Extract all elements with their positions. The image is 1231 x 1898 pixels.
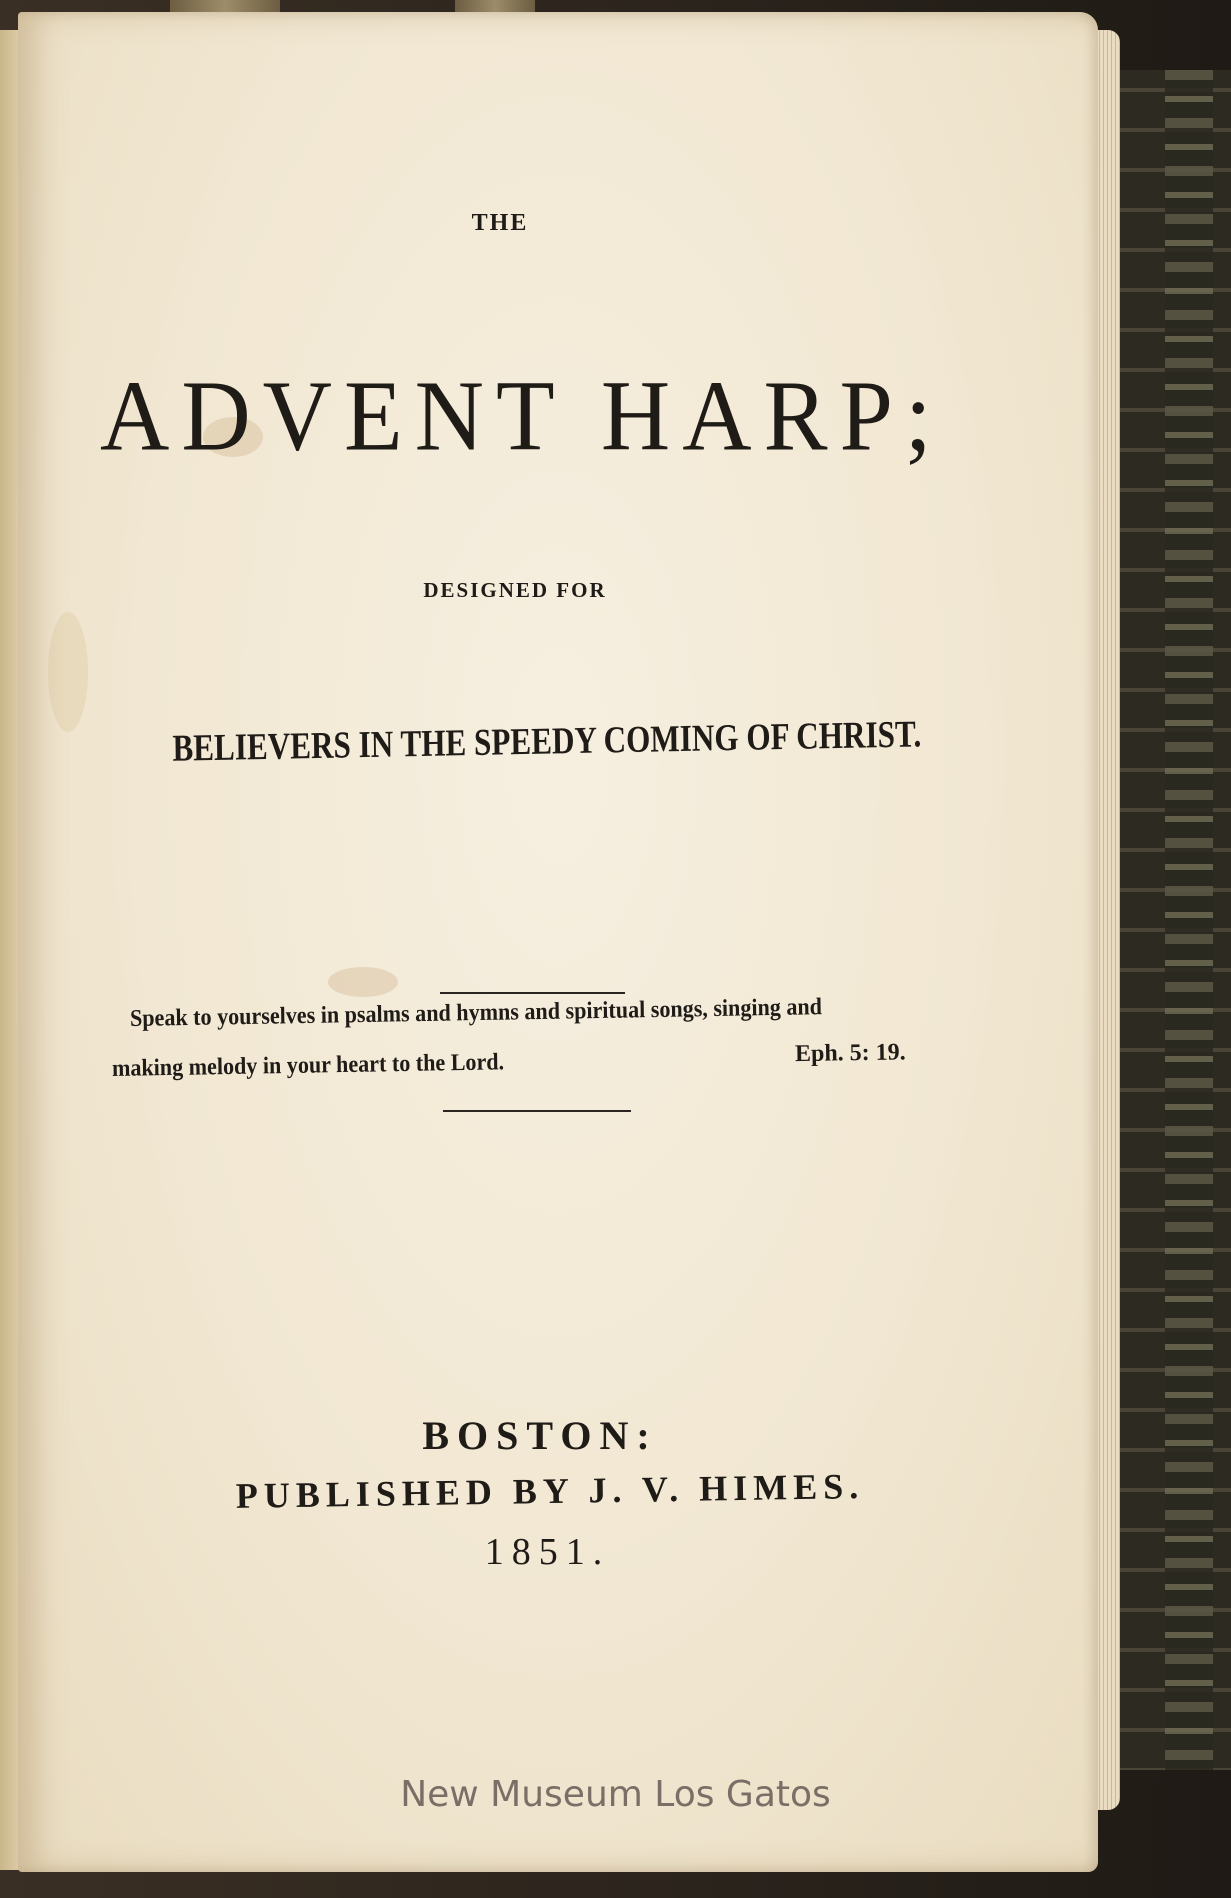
epigraph-line-1: Speak to yourselves in psalms and hymns and spiritual songs, singing and bbox=[129, 994, 823, 1032]
spine-ornament-band bbox=[1165, 70, 1213, 1770]
imprint-city: BOSTON: bbox=[422, 1413, 658, 1458]
epigraph-rule-bottom bbox=[443, 1110, 631, 1112]
epigraph-rule-top bbox=[440, 992, 625, 994]
designed-for: DESIGNED FOR bbox=[423, 578, 607, 602]
main-title: ADVENT HARP; bbox=[100, 359, 944, 472]
epigraph-line-2: making melody in your heart to the Lord. bbox=[111, 1049, 505, 1082]
foxing-spot bbox=[48, 612, 88, 732]
title-the: THE bbox=[471, 210, 529, 236]
imprint-year: 1851. bbox=[484, 1531, 611, 1573]
subtitle: BELIEVERS IN THE SPEEDY COMING OF CHRIST. bbox=[172, 713, 922, 770]
imprint-publisher: PUBLISHED BY J. V. HIMES. bbox=[235, 1466, 865, 1516]
title-page bbox=[18, 12, 1098, 1872]
museum-watermark: New Museum Los Gatos bbox=[400, 1774, 831, 1815]
epigraph-citation: Eph. 5: 19. bbox=[794, 1039, 906, 1068]
foxing-spot bbox=[328, 967, 398, 997]
